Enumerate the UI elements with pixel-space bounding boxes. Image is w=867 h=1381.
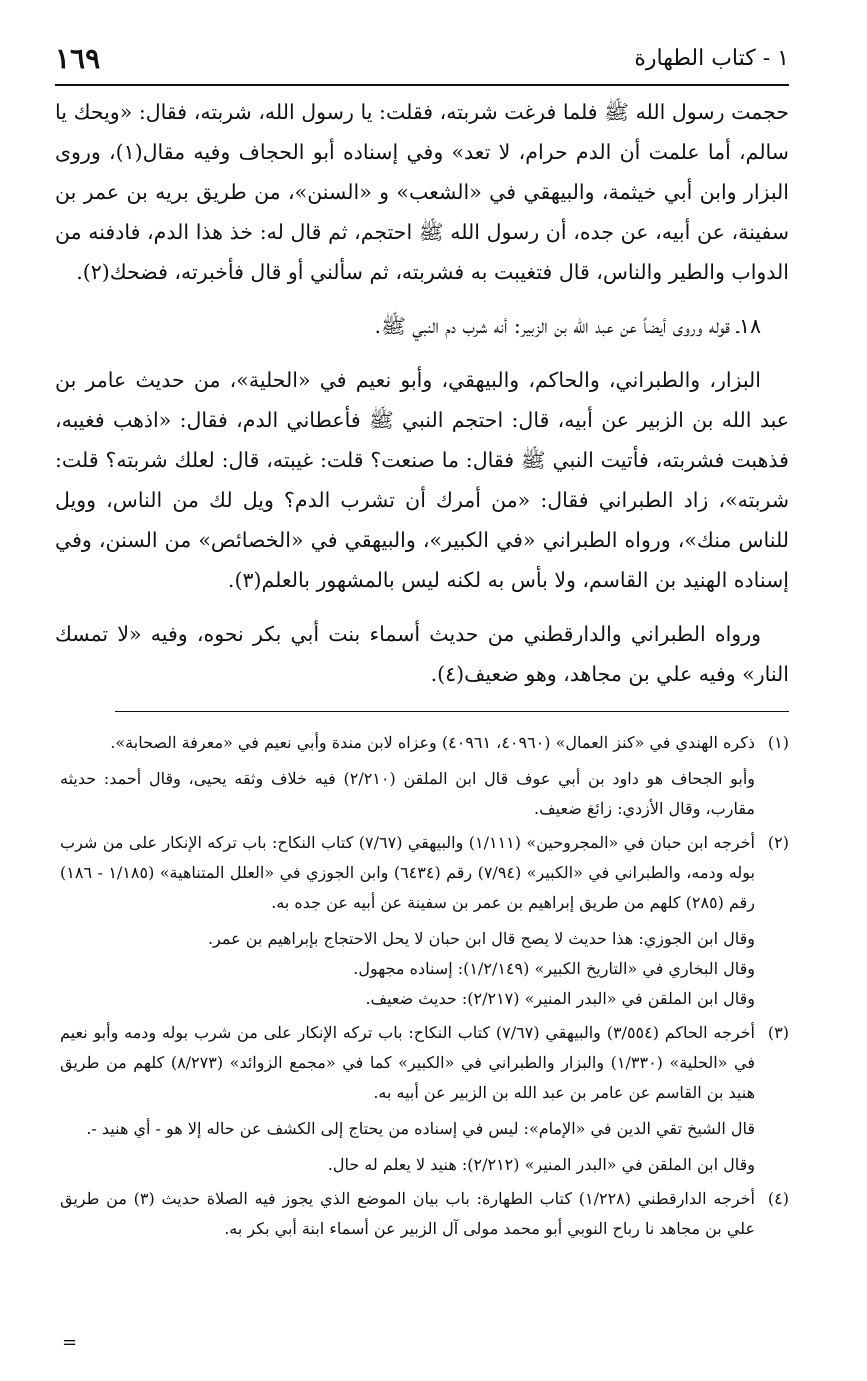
paragraph: ورواه الطبراني والدارقطني من حديث أسماء بنت أبي بكر نحوه، وفيه «لا تمسك النار» وفيه علي بن مجاهد، وهو ضعيف(٤). — [55, 622, 789, 686]
footnote-number: (٤) — [767, 1189, 789, 1208]
footnote-line: أخرجه الدارقطني (١/٢٢٨) كتاب الطهارة: باب بيان الموضع الذي يجوز فيه الصلاة حديث (٣) من طريق علي بن مجاهد نا رباح النوبي أبو محمد مولى آل الزبير عن أسماء ابنة أبي بكر به. — [60, 1189, 756, 1238]
footnote-line: قال الشيخ تقي الدين في «الإمام»: ليس في إسناده من يحتاج إلى الكشف عن حاله إلا هو - أي هنيد -. — [86, 1119, 755, 1138]
footnote-number: (٣) — [767, 1023, 789, 1042]
footnote-line: وقال ابن الملقن في «البدر المنير» (٢/٢١٢): هنيد لا يعلم له حال. — [327, 1155, 755, 1174]
footnote-body — [60, 1184, 755, 1244]
footnote-separator — [115, 711, 789, 712]
footnote-line: وأبو الجحاف هو داود بن أبي عوف قال ابن الملقن (٢/٢١٠) فيه خلاف وثقه يحيى، وقال أحمد: حديثه مقارب، وقال الأزدي: زائغ ضعيف. — [60, 769, 756, 818]
page-header — [55, 38, 789, 86]
continuation-mark: = — [62, 1332, 78, 1353]
footnote-line: وقال ابن الجوزي: هذا حديث لا يصح قال ابن حبان لا يحل الاحتجاج بإبراهيم بن عمر. — [207, 929, 755, 948]
footnotes — [60, 724, 789, 1244]
footnote-body — [60, 728, 755, 824]
footnote-number: (١) — [767, 733, 789, 752]
footnote-number: (٢) — [767, 833, 789, 852]
footnote-line: وقال ابن الملقن في «البدر المنير» (٢/٢١٧): حديث ضعيف. — [365, 989, 755, 1008]
footnote — [60, 1184, 789, 1244]
paragraph: البزار، والطبراني، والحاكم، والبيهقي، وأبو نعيم في «الحلية»، من حديث عامر بن عبد الله بن الزبير عن أبيه، قال: احتجم النبي ﷺ فأعطاني الدم، فقال: «اذهب فغيبه، فذهبت فشربته، فأتيت النبي ﷺ فقال: ما صنعت؟ قلت: غيبته، قال: لعلك شربته؟ قلت: شربته»، زاد الطبراني فقال: «من أمرك أن تشرب الدم؟ ويل لك من الناس، وويل للناس منك»، ورواه الطبراني «في الكبير»، والبيهقي في «الخصائص» من السنن، وفي إسناده الهنيد بن القاسم، ولا بأس به لكنه ليس بالمشهور بالعلم(٣). — [55, 368, 789, 592]
footnote-body — [60, 828, 755, 1014]
footnote-line: أخرجه الحاكم (٣/٥٥٤) والبيهقي (٧/٦٧) كتاب النكاح: باب تركه الإنكار على من شرب بوله ودمه وأبو نعيم في «الحلية» (١/٣٣٠) والبزار والطبراني في «الكبير» كما في «مجمع الزوائد» (٨/٢٧٣) كلهم من طريق هنيد بن القاسم عن عامر بن عبد الله بن الزبير عن أبيه به. — [60, 1023, 756, 1102]
paragraph: حجمت رسول الله ﷺ فلما فرغت شربته، فقلت: يا رسول الله، شربته، فقال: «ويحك يا سالم، أما علمت أن الدم حرام، لا تعد» وفي إسناده أبو الحجاف وفيه مقال(١)، وروى البزار وابن أبي خيثمة، والبيهقي في «الشعب» و «السنن»، من طريق بريه بن عمر بن سفينة، عن أبيه، عن جده، أن رسول الله ﷺ احتجم، ثم قال له: خذ هذا الدم، فادفنه من الدواب والطير والناس، قال فتغيبت به فشربته، ثم سألني أو قال فأخبرته، فضحك(٢). — [55, 100, 789, 284]
footnote-line: ذكره الهندي في «كنز العمال» (٤٠٩٦٠، ٤٠٩٦١) وعزاه لابن مندة وأبي نعيم في «معرفة الصحابة». — [110, 733, 755, 752]
footnote — [60, 728, 789, 824]
footnote-line: وقال البخاري في «التاريخ الكبير» (١/٢/١٤٩): إسناده مجهول. — [353, 959, 755, 978]
chapter-title: ١ - كتاب الطهارة — [634, 46, 789, 71]
footnote — [60, 1018, 789, 1180]
footnote — [60, 828, 789, 1014]
page-number: ١٦٩ — [55, 42, 101, 75]
footnote-line: أخرجه ابن حبان في «المجروحين» (١/١١١) والبيهقي (٧/٦٧) كتاب النكاح: باب تركه الإنكار على من شرب بوله ودمه، والطبراني في «الكبير» (٧/٩٤) رقم (٦٤٣٤) وابن الجوزي في «العلل المتناهية» (١/١٨٥ - ١٨٦) رقم (٢٨٥) كلهم من طريق إبراهيم بن عمر بن سفينة عن أبيه عن جده به. — [60, 833, 756, 912]
footnote-body — [60, 1018, 755, 1180]
main-text — [55, 92, 789, 694]
section-heading-paragraph: ١٨ـ قوله وروى أيضاً عن عبد الله بن الزبير: أنه شرب دم النبي ﷺ. — [374, 314, 761, 338]
